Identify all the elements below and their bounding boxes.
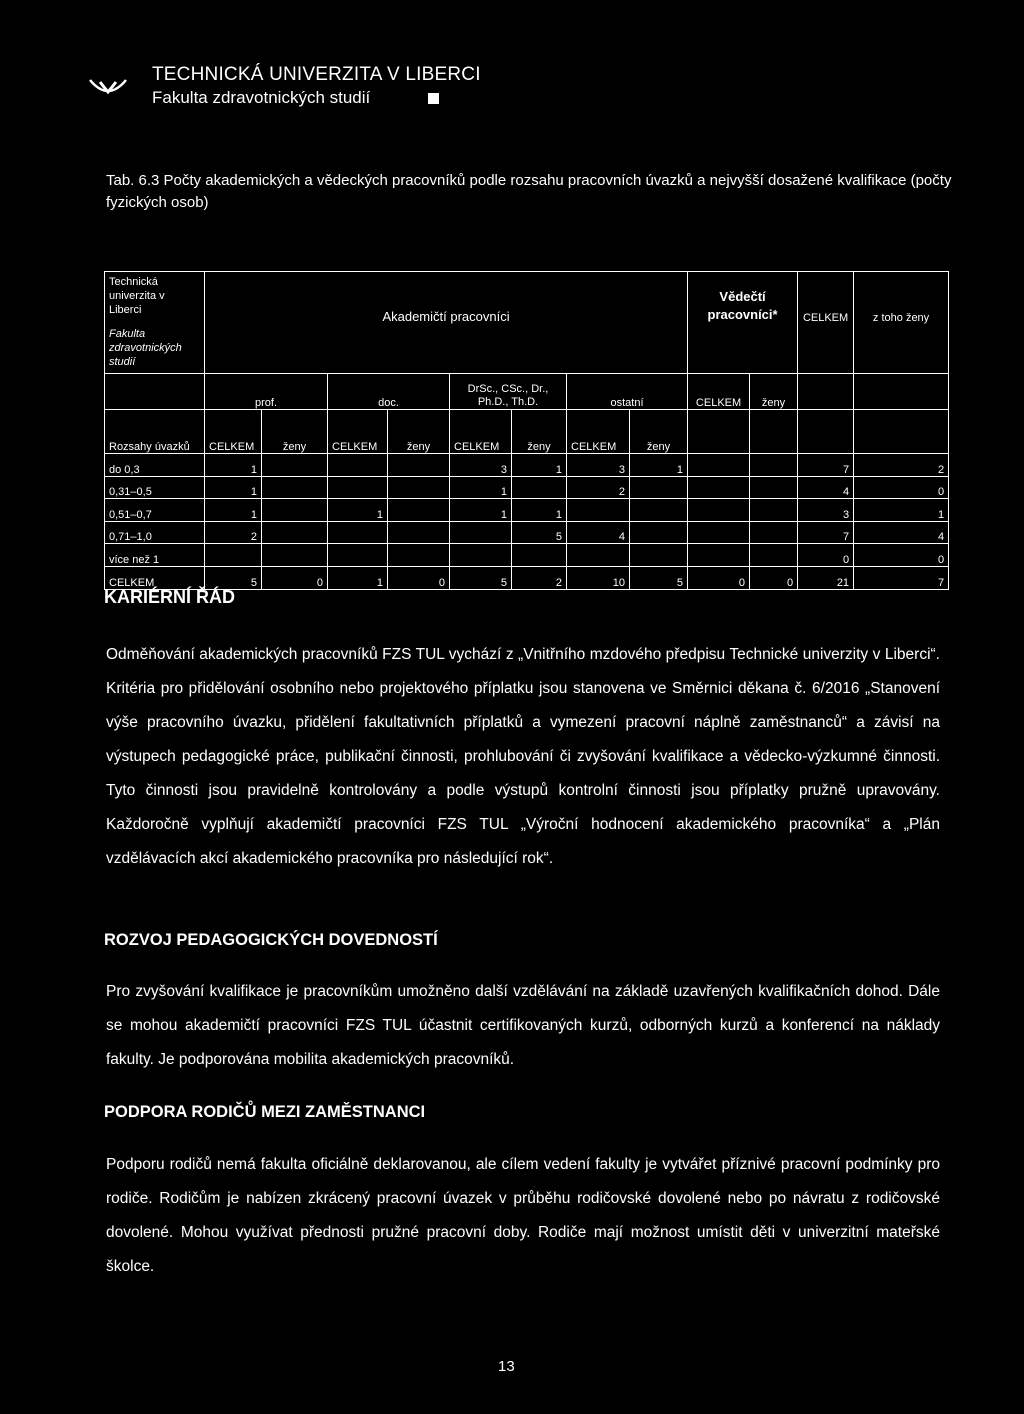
table-cell: 10 [567,566,630,589]
table-cell [567,499,630,522]
table-caption: Tab. 6.3 Počty akademických a vědeckých pracovníků podle rozsahu pracovních úvazků a nejvyšší dosažené kvalifikace (počty fyzických osob) [106,172,952,211]
table-row [105,454,949,477]
table-cell: 2 [854,454,949,477]
university-name: TECHNICKÁ UNIVERZITA V LIBERCI [152,64,481,85]
section-text-podpora: Podporu rodičů nemá fakulta oficiálně deklarovanou, ale cílem vedení fakulty je vytvářet příznivé pracovní podmínky pro rodiče. Rodičům je nabízen zkrácený pracovní úvazek v průběhu rodičovské dovolené nebo po návratu z rodičovské dovolené. Mohou využívat přednosti pružné pracovní doby. Rodiče mají možnost umístit děti v univerzitní mateřské školce. [106,1156,940,1275]
table-cell [630,544,688,567]
col-total-header: CELKEM [798,272,854,324]
staff-table [104,271,949,590]
table-cell: 5 [205,566,262,589]
table-cell: 1 [328,499,388,522]
table-cell [630,476,688,499]
faculty-name: Fakulta zdravotnických studií [152,88,371,107]
table-cell [262,544,328,567]
table-cell: 3 [567,454,630,477]
group-research: Vědečtí pracovníci* [688,272,798,324]
table-cell: 1 [450,476,512,499]
table-cell: 7 [854,566,949,589]
table-cell: 7 [798,521,854,544]
table-cell [262,476,328,499]
table-cell [328,476,388,499]
sub-drsc: DrSc., CSc., Dr., Ph.D., Th.D. [450,374,567,410]
table-cell [328,521,388,544]
table-cell: 0 [688,566,750,589]
table-cell [450,521,512,544]
table-cell: 1 [205,454,262,477]
table-row [105,499,949,522]
table-cell [388,454,450,477]
table-row [105,476,949,499]
table-body [105,454,949,590]
table-corner-faculty: Fakulta zdravotnických studií [105,324,205,374]
table-cell: 0 [854,544,949,567]
section-text-kariera: Odměňování akademických pracovníků FZS TUL vychází z „Vnitřního mzdového předpisu Technické univerzity v Liberci“. Kritéria pro přidělování osobního nebo projektového příplatku jsou stanovena ve Směrnici děkana č. 6/2016 „Stanovení výše pracovního úvazku, přidělení fakultativních příplatků a vymezení pracovní náplně zaměstnanců“ a závisí na výstupech pedagogické práce, publikační činnosti, prohlubování či zvyšování kvalifikace a vědecko-výzkumné činnosti. Tyto činnosti jsou pravidelně kontrolovány a podle výstupů kontrolní činnosti jsou příplatky pružně upravovány. Každoročně vyplňují akademičtí pracovníci FZS TUL „Výroční hodnocení akademického pracovníka“ a „Plán vzdělávacích akcí akademického pracovníka pro následující rok“. [106,646,940,867]
table-cell [567,544,630,567]
row-label: do 0,3 [105,454,205,477]
table-cell [262,521,328,544]
table-cell [750,476,798,499]
table-cell: 5 [450,566,512,589]
table-cell: 4 [854,521,949,544]
table-cell [750,521,798,544]
table-cell: 1 [512,499,567,522]
row-header-cell: CELKEM [450,410,512,454]
table-cell [262,454,328,477]
row-header-cell: ženy [262,410,328,454]
section-title-kariera: KARIÉRNÍ ŘÁD [104,587,236,607]
table-cell: 2 [205,521,262,544]
row-header-cell: ženy [388,410,450,454]
table-cell [388,476,450,499]
table-cell: 5 [512,521,567,544]
table-cell: 1 [205,476,262,499]
sub-doc: doc. [328,374,450,410]
table-cell: 5 [630,566,688,589]
table-cell: 0 [798,544,854,567]
row-header-cell: CELKEM [205,410,262,454]
sub-zeny: ženy [750,374,798,410]
table-cell: 21 [798,566,854,589]
table-row [105,566,949,589]
row-label: 0,51–0,7 [105,499,205,522]
table-cell [388,499,450,522]
row-header-label: Rozsahy úvazků [105,410,205,454]
table-cell: 1 [450,499,512,522]
table-cell [688,544,750,567]
row-header-cell: ženy [630,410,688,454]
table-cell [328,544,388,567]
row-label: 0,31–0,5 [105,476,205,499]
sub-prof: prof. [205,374,328,410]
table-cell [688,454,750,477]
table-cell [388,521,450,544]
square-icon [428,93,439,104]
table-cell: 0 [750,566,798,589]
row-header-cell: ženy [512,410,567,454]
table-cell: 2 [512,566,567,589]
sub-other: ostatní [567,374,688,410]
page-number: 13 [498,1358,515,1375]
table-cell [388,544,450,567]
table-cell [512,476,567,499]
table-row [105,521,949,544]
table-cell [262,499,328,522]
table-cell: 4 [567,521,630,544]
table-cell [205,544,262,567]
table-cell: 3 [450,454,512,477]
table-cell [688,521,750,544]
row-header-cell: CELKEM [567,410,630,454]
row-label: 0,71–1,0 [105,521,205,544]
row-header-cell: CELKEM [328,410,388,454]
table-cell [750,544,798,567]
table-row [105,544,949,567]
table-cell [688,476,750,499]
table-cell [630,499,688,522]
row-label: CELKEM [105,566,205,589]
table-cell: 7 [798,454,854,477]
group-academic: Akademičtí pracovníci [205,272,688,324]
section-text-rozvoj: Pro zvyšování kvalifikace je pracovníkům umožněno další vzdělávání na základě uzavřených kvalifikačních dohod. Dále se mohou akademičtí pracovníci FZS TUL účastnit certifikovaných kurzů, odborných kurzů a konferencí na náklady fakulty. Je podporována mobilita akademických pracovníků. [106,983,940,1068]
table-cell [750,499,798,522]
col-women-total-header: z toho ženy [854,272,949,324]
table-cell: 1 [328,566,388,589]
table-cell: 3 [798,499,854,522]
section-title-podpora: PODPORA RODIČŮ MEZI ZAMĚSTNANCI [104,1103,426,1121]
table-cell [688,499,750,522]
table-cell: 1 [630,454,688,477]
table-cell [750,454,798,477]
university-logo-icon [88,76,128,98]
table-corner: Technická univerzita v Liberci [105,272,205,324]
table-cell [328,454,388,477]
table-cell: 1 [205,499,262,522]
table-cell [512,544,567,567]
table-cell [450,544,512,567]
row-label: více než 1 [105,544,205,567]
sub-celkem: CELKEM [688,374,750,410]
section-title-rozvoj: ROZVOJ PEDAGOGICKÝCH DOVEDNOSTÍ [104,931,438,949]
table-cell: 2 [567,476,630,499]
table-cell [630,521,688,544]
table-cell: 1 [512,454,567,477]
table-cell: 4 [798,476,854,499]
table-cell: 1 [854,499,949,522]
table-cell: 0 [262,566,328,589]
table-cell: 0 [854,476,949,499]
table-cell: 0 [388,566,450,589]
